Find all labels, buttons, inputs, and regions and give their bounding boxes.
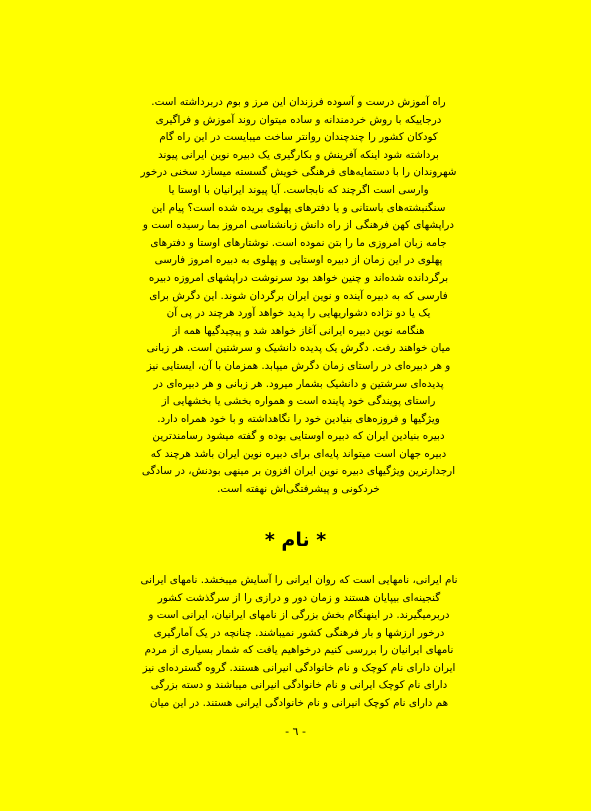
paragraph-line: جامه زبان امروزی ما را بتن نموده است. نوشتارهای اوستا و دفترهای	[150, 236, 447, 249]
paragraph-line: دربرمیگیرند. در اینهنگام بخش بزرگی از نامهای ایرانیان، ایرانی است و	[148, 609, 450, 621]
paragraph-line: برداشته شود اینکه آفرینش و بکارگیری یک دبیره نوین ایرانی پیوند	[158, 148, 439, 161]
paragraph-line: گنجینه‌ای بیپایان هستند و زمان دور و درازی را از سرگذشت کشور	[157, 591, 441, 604]
paragraph-line: خردکونی و پیشرفتگی‌اش نهفته است.	[217, 483, 380, 496]
paragraph-line: هنگامه نوین دبیره ایرانی آغاز خواهد شد و پیچیدگیها همه از	[172, 324, 425, 337]
paragraph-line: سنگنبشته‌های باستانی و یا دفترهای پهلوی بریده شده است؟ پیام این	[151, 201, 446, 214]
paragraph-line: برگردانده شده‌اند و چنین خواهد بود سرنوشت دراپشهای امروزه دبیره	[148, 271, 449, 284]
paragraph-2	[84, 572, 514, 712]
paragraph-line: دارای نام کوچک ایرانی و نام خانوادگی انیرانی میباشند و دسته بزرگی	[150, 679, 448, 691]
paragraph-1	[86, 94, 511, 499]
paragraph-line: و هر دبیره‌ای در راستای زمان دگرش میپابد. همزمان با آن، ایستایی نیز	[146, 359, 451, 372]
paragraph-line: کودکان کشور را چندچندان روانتر ساخت میبایست در این راه گام	[159, 131, 438, 144]
paragraph-line: هم دارای نام کوچک انیرانی و نام خانوادگی ایرانی هستند. در این میان	[149, 696, 449, 709]
paragraph-line: دراپشهای کهن فرهنگی از راه دانش زبانشناسی امروز بما رسیده است و	[142, 219, 455, 232]
paragraph-line: ارجدارترین ویژگیهای دبیره نوین ایران افزون بر مینهی بودنش، در سادگی	[141, 465, 456, 478]
paragraph-line: پهلوی در این زمان از دبیره اوستایی و پهلوی به دبیره امروز فارسی	[154, 254, 443, 267]
paragraph-line: پدیده‌ای سرشتین و دانشیک بشمار میرود. هر زبانی و هر دبیره‌ای در	[153, 377, 444, 390]
paragraph-line: وارسی است اگرچند که نابجاست. آیا پیوند ایرانیان با اوستا یا	[168, 183, 429, 196]
paragraph-line: درخور ارزشها و بار فرهنگی کشور نمیباشند. چنانچه در یک آمارگیری	[153, 626, 445, 639]
paragraph-line: درجاییکه با روش خردمندانه و ساده میتوان روند آموزش و فراگیری	[155, 113, 442, 126]
page-number: - ٦ -	[285, 725, 306, 738]
paragraph-line: نامهای ایرانیان را بررسی کنیم درخواهیم یافت که شمار بسیاری از مردم	[144, 644, 454, 656]
paragraph-line: شهروندان را با دستمایه‌های فرهنگی خویش گسسته میسازد سخنی درخور	[140, 166, 457, 179]
section-heading: * نام *	[264, 529, 327, 551]
paragraph-line: یک یا دو نژاده دشواریهایی را پدید خواهد آورد هرچند در پی آن	[166, 307, 431, 320]
paragraph-line: ویژگیها و فروزه‌های بنیادین خود را نگاهداشته و با خود همراه دارد.	[157, 412, 440, 425]
paragraph-line: راستای پویندگی خود پاینده است و همواره بخشی یا بخشهایی از	[161, 395, 436, 408]
paragraph-line: دبیره بنیادین ایران که دبیره اوستایی بوده و گفته میشود رسامندترین	[152, 430, 445, 443]
paragraph-line: میان خواهند رفت. دگرش یک پدیده دانشیک و سرشتین است. هر زبانی	[146, 342, 451, 355]
paragraph-line: ایران دارای نام کوچک و نام خانوادگی انیرانی هستند. گروه گسترده‌ای نیز	[142, 661, 456, 674]
paragraph-line: راه آموزش درست و آسوده فرزندان این مرز و بوم دربرداشته است.	[151, 96, 446, 108]
paragraph-line: دبیره جهان است میتواند پایه‌ای برای دبیره نوین ایران باشد هرچند که	[150, 447, 447, 460]
paragraph-line: نام ایرانی، نامهایی است که روان ایرانی را آسایش میبخشد. نامهای ایرانی	[140, 574, 458, 586]
paragraph-line: فارسی که به دبیره آینده و نوین ایران برگردان شوند. این دگرش برای	[149, 289, 448, 302]
